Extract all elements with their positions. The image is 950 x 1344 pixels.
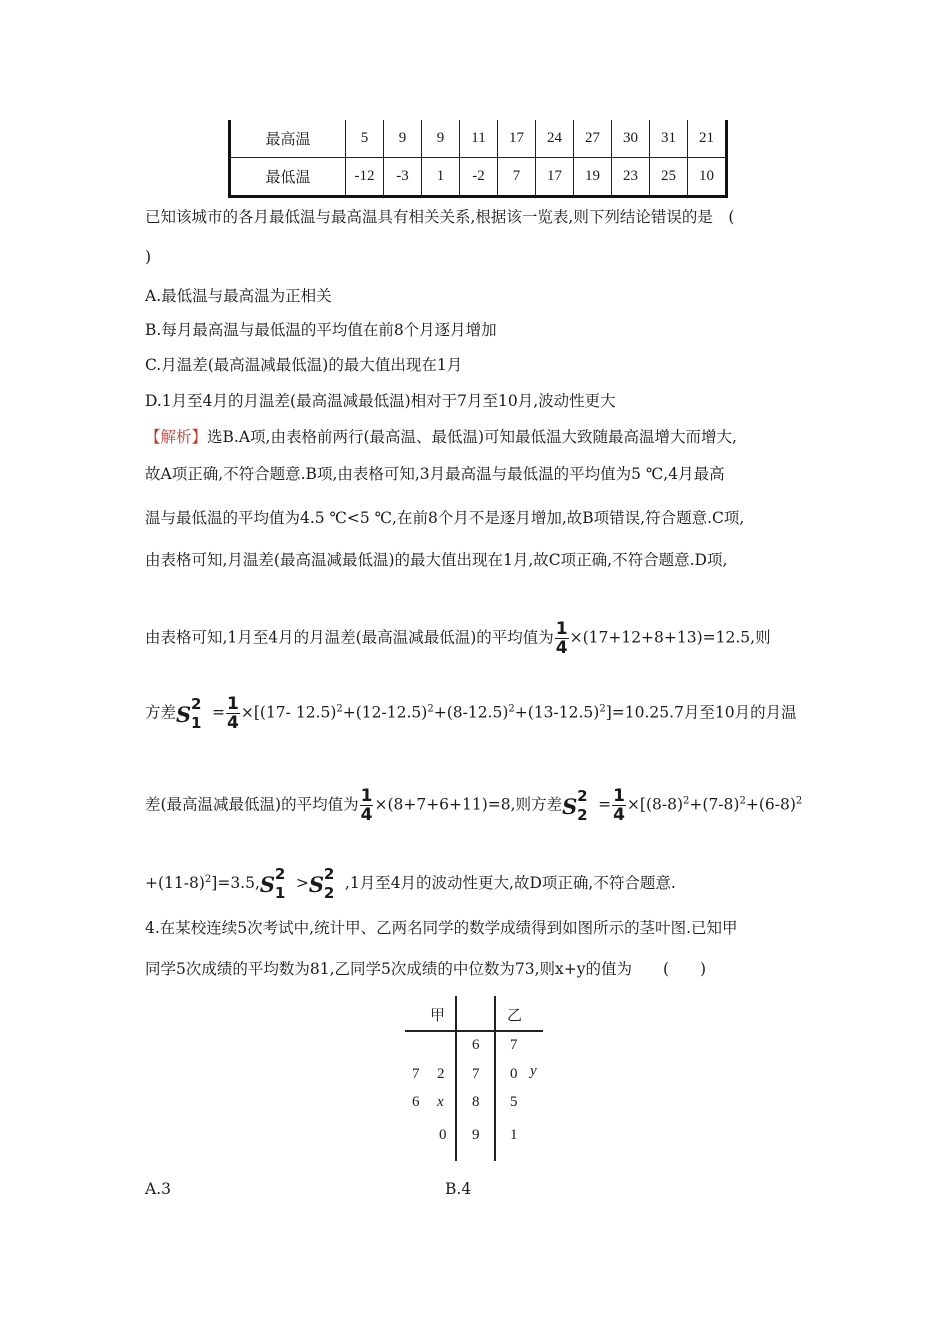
table-cell: 24 [536,120,574,158]
solution-text: ]=3.5, [211,874,260,892]
solution-line [145,620,771,657]
fraction-denominator: 4 [227,713,239,733]
subscript: 2 [577,805,588,824]
subscript: 2 [323,884,335,902]
option-d: D.1月至4月的月温差(最高温减最低温)相对于7月至10月,波动性更大 [145,392,616,410]
superscript: 2 [508,703,515,715]
table-cell: 23 [612,158,650,197]
question4-stem: 同学5次成绩的平均数为81,乙同学5次成绩的中位数为73,则x+y的值为 ( ) [145,960,707,978]
variance-s2 [562,788,598,824]
solution-text: +(11-8) [145,874,205,892]
option-a: A.3 [145,1180,171,1198]
leaf-left-variable: x [437,1094,444,1110]
superscript: 2 [795,795,803,807]
solution-text: +(8-12.5) [433,703,509,722]
row-label: 最高温 [230,120,346,158]
fraction [360,787,374,824]
table-cell: 7 [498,158,536,197]
superscript: 2 [204,873,212,885]
solution-text: ×(8+7+6+11)=8,则方差 [374,795,563,814]
leaf-right-variable: y [530,1063,537,1079]
divider-right [494,996,496,1161]
table-row [230,158,727,197]
stem-value: 9 [472,1127,480,1143]
superscript: 2 [739,795,746,807]
s-symbol: S [259,872,276,897]
table-cell: 25 [650,158,688,197]
solution-line [145,427,737,447]
table-cell: 11 [460,120,498,158]
s-symbol: S [562,793,578,819]
variance-s1 [176,696,212,732]
solution-text: 由表格可知,1月至4月的月温差(最高温减最低温)的平均值为 [145,628,554,647]
table-cell: 9 [422,120,460,158]
leaf-right: 1 [510,1127,518,1143]
question-stem-end: ) [145,248,152,266]
solution-line [145,866,676,902]
variance-s1 [260,866,296,902]
question-stem: 已知该城市的各月最低温与最高温具有相关关系,根据该一览表,则下列结论错误的是 ( [145,208,735,226]
question4-stem: 4.在某校连续5次考试中,统计甲、乙两名同学的数学成绩得到如图所示的茎叶图.已知甲 [145,919,738,937]
fraction [555,620,569,657]
table-cell: -2 [460,158,498,197]
solution-text: 方差 [145,703,177,722]
option-a: A.最低温与最高温为正相关 [145,287,332,305]
solution-text: +(12-12.5) [342,703,428,722]
variance-s2 [309,866,345,902]
fraction-numerator: 1 [360,786,373,806]
solution-text: ×(17+12+8+13)=12.5,则 [569,628,771,647]
fraction [226,695,240,732]
table-cell: -12 [346,158,384,197]
stem-value: 6 [472,1037,480,1053]
solution-text: 差(最高温减最低温)的平均值为 [145,795,359,814]
table-cell: 27 [574,120,612,158]
superscript: 2 [599,703,606,715]
fraction-numerator: 1 [613,786,625,806]
solution-line [145,695,797,732]
subscript: 1 [191,713,202,732]
stem-value: 7 [472,1066,480,1082]
divider-left [455,996,457,1161]
s-symbol: S [176,701,192,727]
superscript: 2 [336,703,343,715]
header-right: 乙 [507,1008,523,1024]
fraction-numerator: 1 [227,694,239,714]
leaf-left: 7 [412,1066,420,1082]
table-cell: 5 [346,120,384,158]
solution-text: ]=10.25.7月至10月的月温 [605,703,797,722]
superscript: 2 [427,703,434,715]
fraction-denominator: 4 [555,638,568,658]
superscript: 2 [191,694,202,713]
table-cell: 19 [574,158,612,197]
superscript: 2 [577,786,588,805]
solution-text: +(7-8) [689,795,740,814]
solution-text: = [212,703,226,722]
solution-text: +(13-12.5) [514,703,600,722]
subscript: 1 [274,884,286,902]
fraction [612,787,626,824]
header-left: 甲 [430,1008,446,1024]
solution-text: ×[(17- 12.5) [240,703,337,722]
solution-text: > [295,874,309,892]
table-cell: -3 [384,158,422,197]
temperature-table [228,120,728,198]
table-cell: 17 [536,158,574,197]
row-label: 最低温 [230,158,346,197]
table-row [230,120,727,158]
table-cell: 30 [612,120,650,158]
fraction-denominator: 4 [613,805,625,825]
option-b: B.每月最高温与最低温的平均值在前8个月逐月增加 [145,321,497,339]
fraction-numerator: 1 [555,619,568,639]
superscript: 2 [683,795,690,807]
fraction-denominator: 4 [360,805,373,825]
stem-leaf-plot [405,996,545,1161]
option-b: B.4 [445,1180,472,1198]
leaf-right: 7 [510,1037,518,1053]
solution-line: 故A项正确,不符合题意.B项,由表格可知,3月最高温与最低温的平均值为5 ℃,4月最高 [145,465,725,483]
leaf-right: 0 [510,1066,518,1082]
s-symbol: S [308,872,325,897]
option-c: C.月温差(最高温减最低温)的最大值出现在1月 [145,356,463,374]
leaf-right: 5 [510,1094,518,1110]
solution-text: ×[(8-8) [626,795,684,814]
solution-line: 由表格可知,月温差(最高温减最低温)的最大值出现在1月,故C项正确,不符合题意.D项, [145,551,728,569]
solution-line [145,787,802,824]
table-cell: 17 [498,120,536,158]
table-cell: 1 [422,158,460,197]
solution-line: 温与最低温的平均值为4.5 ℃<5 ℃,在前8个月不是逐月增加,故B项错误,符合题意.C项, [145,509,745,527]
solution-text: = [598,795,612,814]
solution-text: +(6-8) [745,795,796,814]
solution-text: ,1月至4月的波动性更大,故D项正确,不符合题意. [344,874,676,892]
solution-text: 选B.A项,由表格前两行(最高温、最低温)可知最低温大致随最高温增大而增大, [207,428,737,446]
stem-value: 8 [472,1094,480,1110]
table-cell: 31 [650,120,688,158]
superscript: 2 [274,865,286,883]
leaf-left: 0 [439,1127,447,1143]
table-cell: 9 [384,120,422,158]
table-cell: 21 [688,120,727,158]
superscript: 2 [323,865,335,883]
solution-tag: 【解析】 [145,428,208,446]
table-cell: 10 [688,158,727,197]
leaf-left: 2 [437,1066,445,1082]
leaf-left: 6 [412,1094,420,1110]
header-rule [405,1030,543,1032]
